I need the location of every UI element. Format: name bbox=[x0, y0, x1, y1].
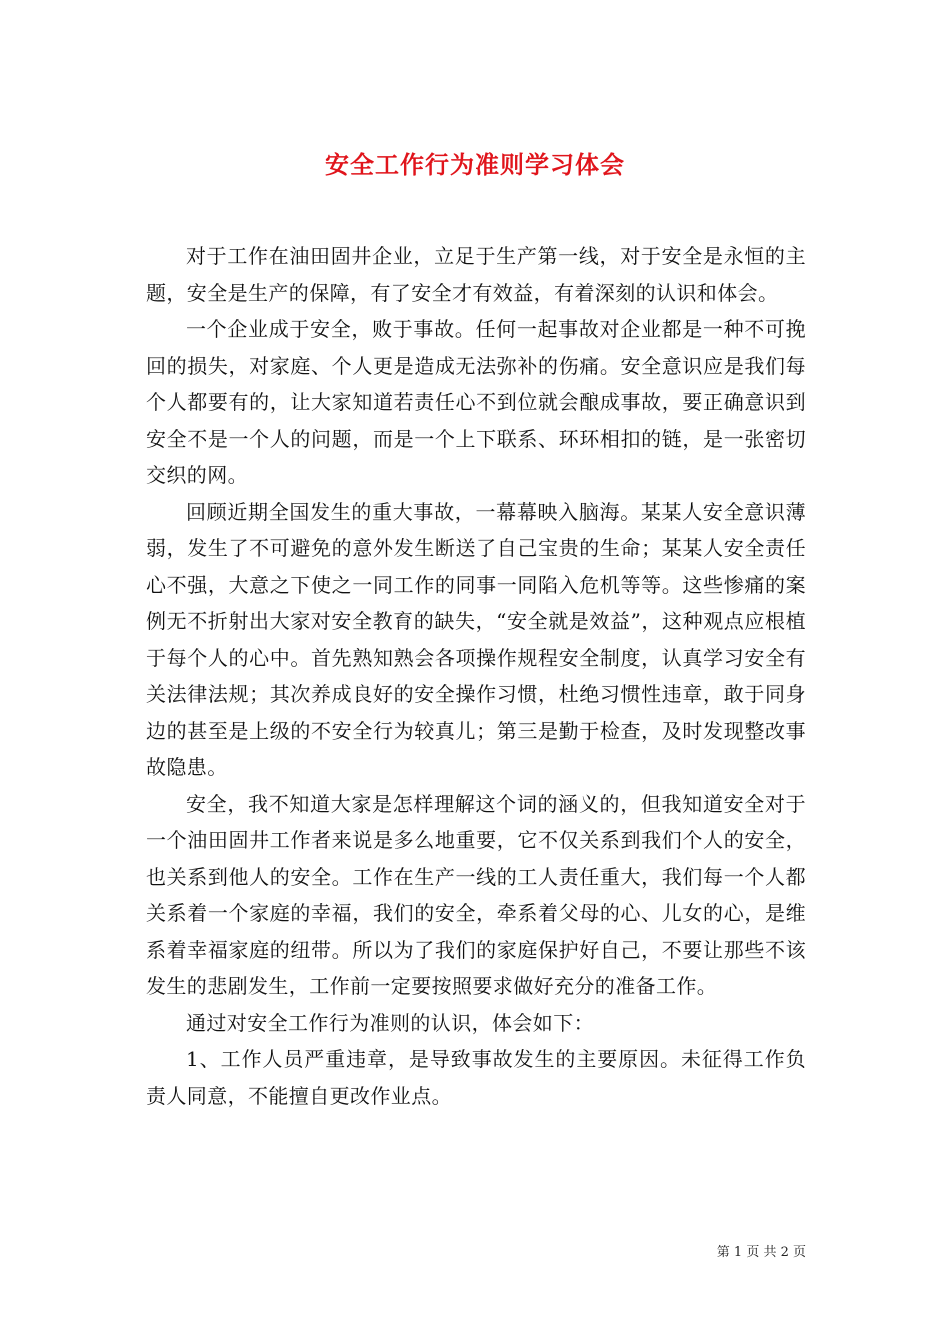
paragraph-point-1: 1、工作人员严重违章，是导致事故发生的主要原因。未征得工作负责人同意，不能擅自更改作业点。 bbox=[146, 1047, 806, 1108]
page-number: 第 1 页 共 2 页 bbox=[716, 1245, 806, 1260]
paragraph-accident-review: 回顾近期全国发生的重大事故，一幕幕映入脑海。某某人安全意识薄弱，发生了不可避免的意外发生断送了自己宝贵的生命；某某人安全责任心不强，大意之下使之一同工作的同事一同陷入危机等等。这些惨痛的案例无不折射出大家对安全教育的缺失，“安全就是效益”，这种观点应根植于每个人的心中。首先熟知熟会各项操作规程安全制度，认真学习安全有关法律法规；其次养成良好的安全操作习惯，杜绝习惯性违章，敢于同身边的甚至是上级的不安全行为较真儿；第三是勤于检查，及时发现整改事故隐患。 bbox=[146, 499, 806, 779]
document-body bbox=[146, 238, 806, 1114]
paragraph-summary-lead: 通过对安全工作行为准则的认识，体会如下： bbox=[186, 1010, 594, 1035]
paragraph-enterprise-safety: 一个企业成于安全，败于事故。任何一起事故对企业都是一种不可挽回的损失，对家庭、个人更是造成无法弥补的伤痛。安全意识应是我们每个人都要有的，让大家知道若责任心不到位就会酿成事故，要正确意识到安全不是一个人的问题，而是一个上下联系、环环相扣的链，是一张密切交织的网。 bbox=[146, 317, 806, 487]
page-title: 安全工作行为准则学习体会 bbox=[325, 150, 625, 180]
paragraph-safety-meaning: 安全，我不知道大家是怎样理解这个词的涵义的，但我知道安全对于一个油田固井工作者来说是多么地重要，它不仅关系到我们个人的安全，也关系到他人的安全。工作在生产一线的工人责任重大，我们每一个人都关系着一个家庭的幸福，我们的安全，牵系着父母的心、儿女的心，是维系着幸福家庭的纽带。所以为了我们的家庭保护好自己，不要让那些不该发生的悲剧发生，工作前一定要按照要求做好充分的准备工作。 bbox=[146, 791, 806, 998]
paragraph-intro: 对于工作在油田固井企业，立足于生产第一线，对于安全是永恒的主题，安全是生产的保障，有了安全才有效益，有着深刻的认识和体会。 bbox=[146, 244, 806, 305]
